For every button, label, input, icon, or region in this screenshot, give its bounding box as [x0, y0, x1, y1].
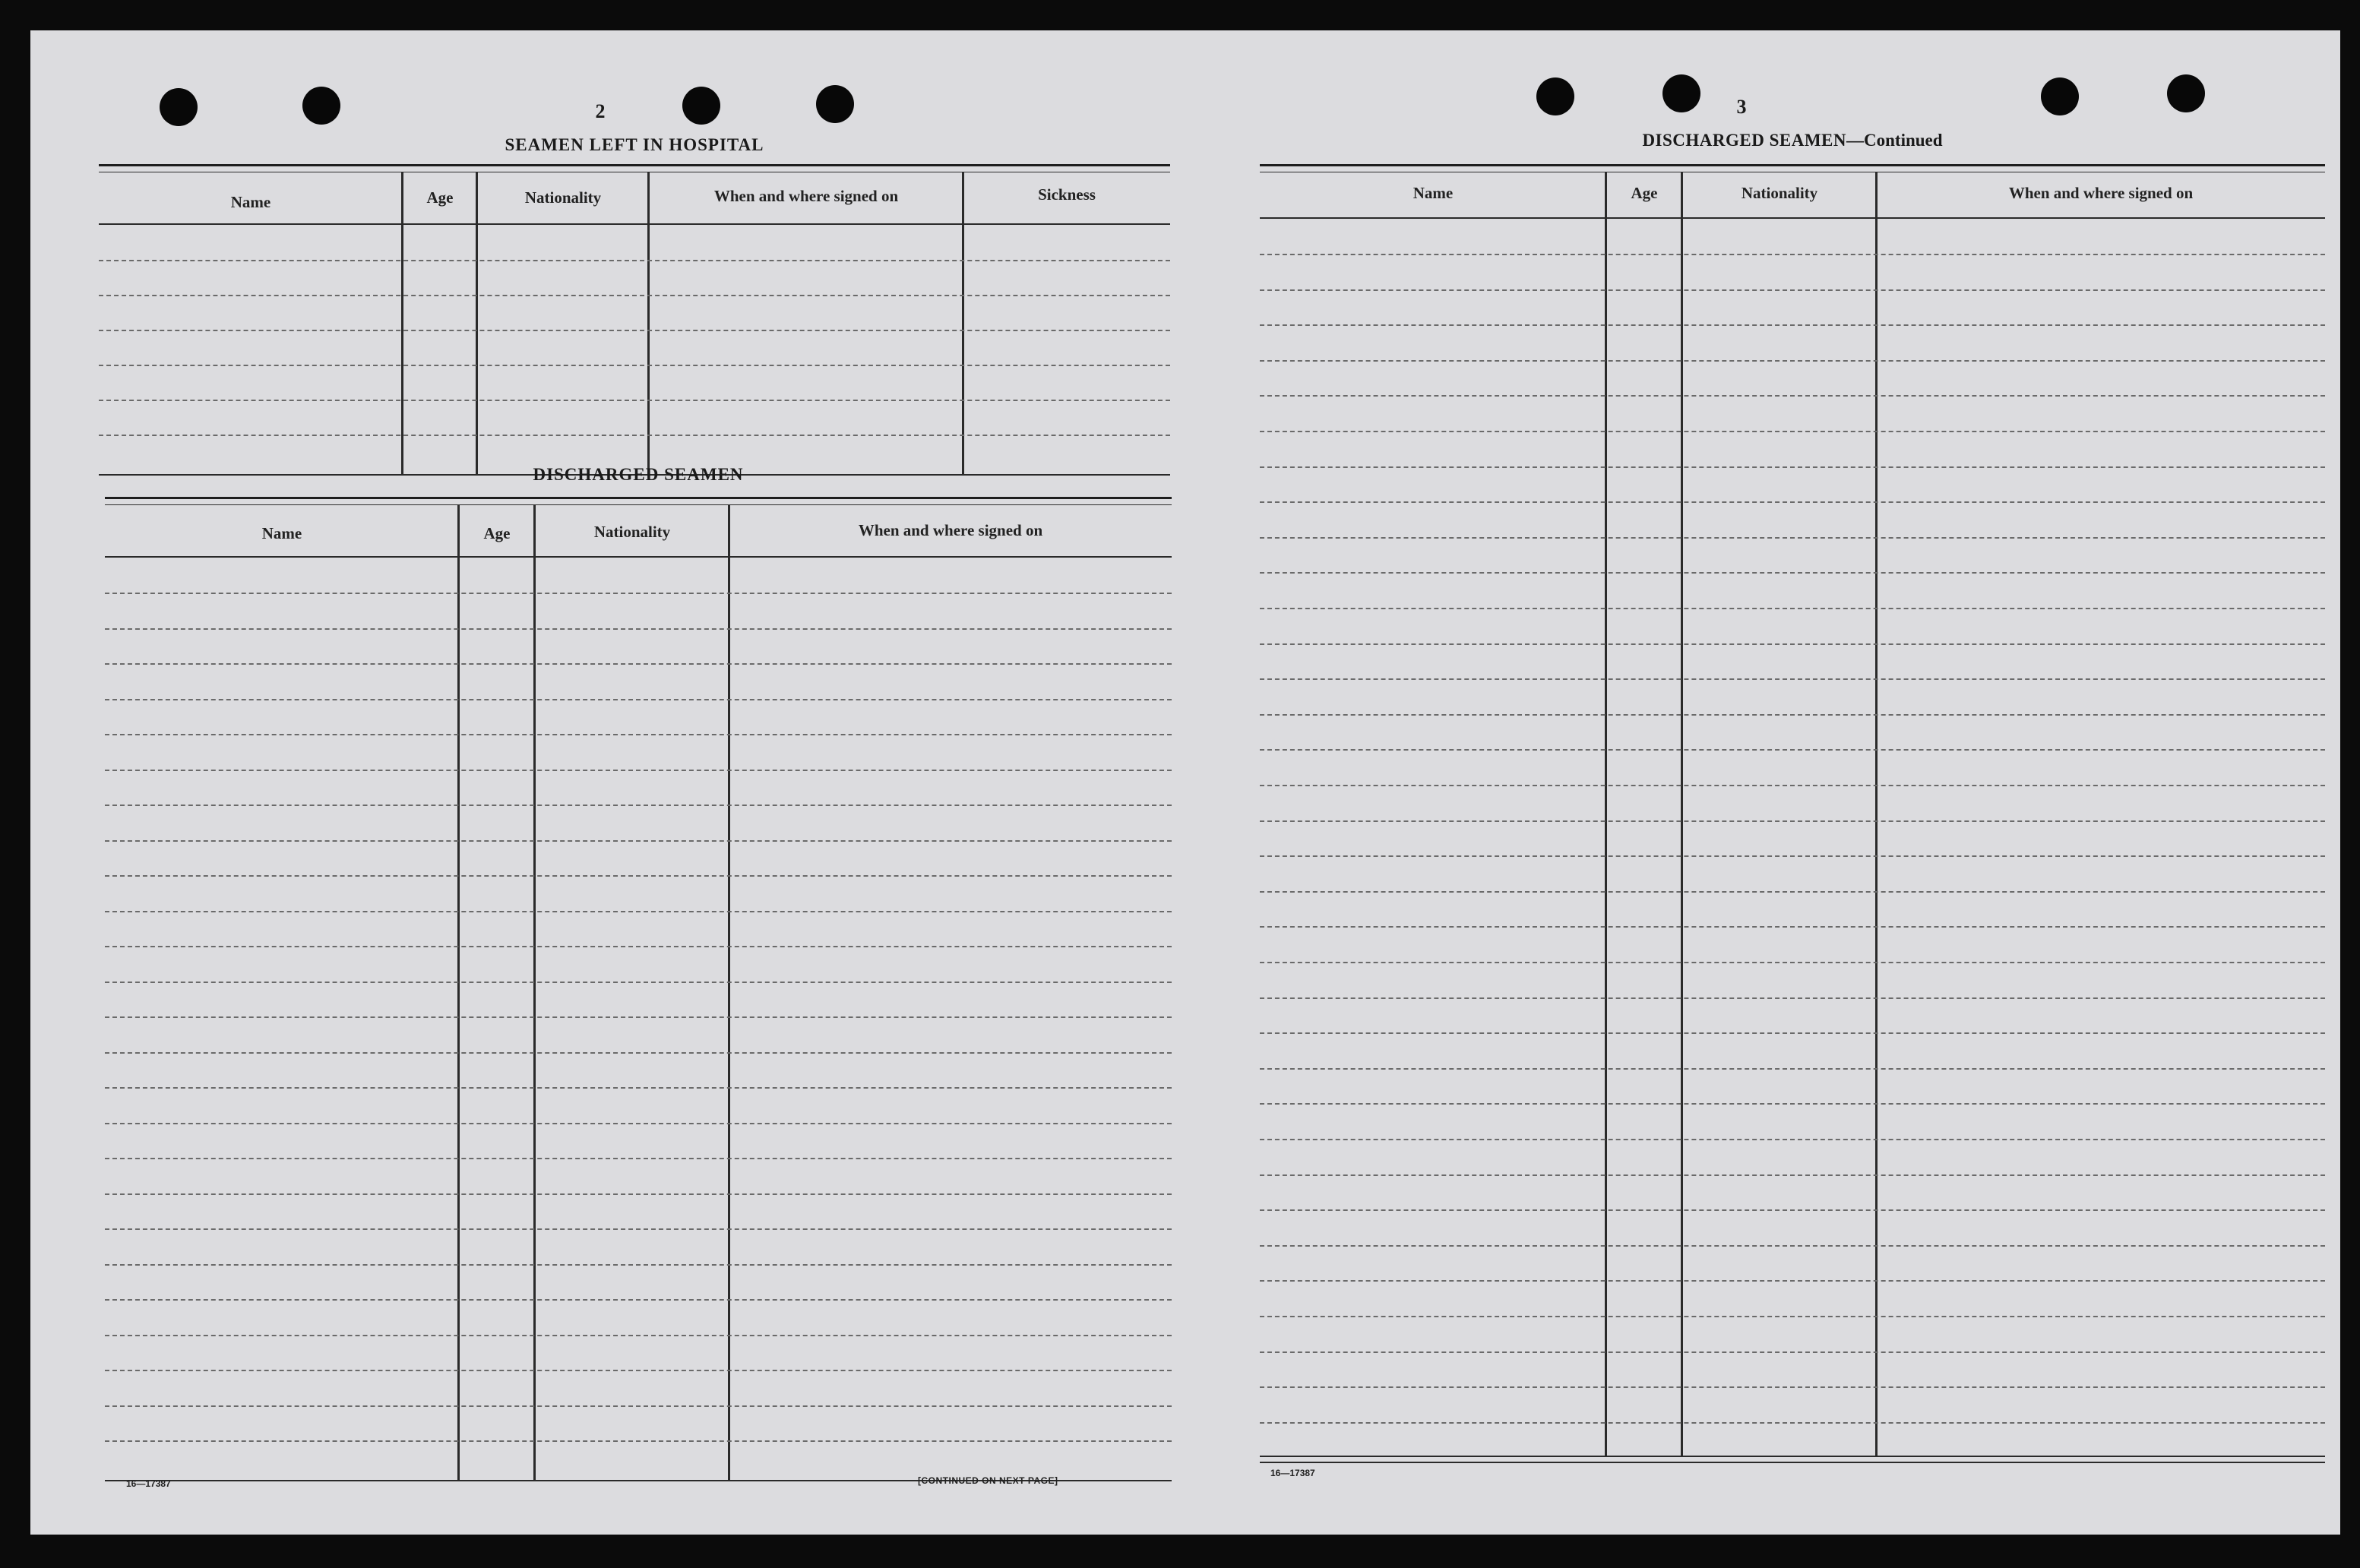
- page-number: 2: [595, 100, 606, 122]
- ruled-line: [105, 1335, 1172, 1336]
- page-number: 3: [1736, 96, 1747, 118]
- column-header-nationality: Nationality: [524, 188, 602, 207]
- ruled-line: [105, 1228, 1172, 1230]
- ruled-line: [1260, 501, 2325, 503]
- section-title-discharged: DISCHARGED SEAMEN: [533, 465, 744, 484]
- ruled-line: [1260, 360, 2325, 362]
- ruled-line: [1260, 1174, 2325, 1176]
- ruled-line: [105, 1052, 1172, 1054]
- punch-hole: [160, 88, 198, 126]
- ruled-line: [105, 770, 1172, 771]
- form-number: 16—17387: [1270, 1468, 1315, 1478]
- punch-hole: [302, 87, 340, 125]
- punch-hole: [2041, 77, 2079, 115]
- ruled-line: [1260, 395, 2325, 397]
- header-underline: [99, 223, 1170, 225]
- document-sheet: [30, 30, 2340, 1535]
- ruled-line: [105, 805, 1172, 806]
- ruled-line: [1260, 926, 2325, 928]
- column-header-age: Age: [483, 524, 511, 542]
- punch-hole: [1536, 77, 1574, 115]
- ruled-line: [1260, 1386, 2325, 1388]
- ruled-line: [1260, 785, 2325, 786]
- ruled-line: [105, 1193, 1172, 1195]
- ruled-line: [1260, 1280, 2325, 1282]
- ruled-line: [1260, 254, 2325, 255]
- header-underline: [1260, 217, 2325, 219]
- ruled-line: [99, 435, 1170, 436]
- column-header-signed-on: When and where signed on: [2008, 184, 2194, 202]
- ruled-line: [105, 1370, 1172, 1371]
- ruled-line: [1260, 1068, 2325, 1070]
- table-top-rule: [99, 164, 1170, 166]
- ruled-line: [1260, 962, 2325, 963]
- ruled-line: [1260, 608, 2325, 609]
- table-top-rule: [1260, 164, 2325, 166]
- ruled-line: [105, 982, 1172, 983]
- column-header-name: Name: [230, 193, 271, 211]
- ruled-line: [105, 699, 1172, 700]
- ruled-line: [99, 330, 1170, 331]
- column-header-nationality: Nationality: [593, 523, 671, 541]
- header-underline: [105, 556, 1172, 558]
- ruled-line: [105, 1016, 1172, 1018]
- ruled-line: [1260, 714, 2325, 716]
- punch-hole: [682, 87, 720, 125]
- column-header-age: Age: [426, 188, 454, 207]
- column-header-nationality: Nationality: [1741, 184, 1818, 202]
- punch-hole: [816, 85, 854, 123]
- ruled-line: [1260, 1032, 2325, 1034]
- ruled-line: [105, 1158, 1172, 1159]
- ruled-line: [1260, 749, 2325, 751]
- ruled-line: [1260, 997, 2325, 999]
- column-header-signed-on: When and where signed on: [858, 521, 1043, 539]
- ruled-line: [1260, 1103, 2325, 1105]
- punch-hole: [2167, 74, 2205, 112]
- ruled-line: [1260, 1209, 2325, 1211]
- ruled-line: [1260, 1139, 2325, 1140]
- ruled-line: [1260, 466, 2325, 468]
- ruled-line: [1260, 820, 2325, 822]
- column-divider: [647, 172, 650, 474]
- section-title-hospital: SEAMEN LEFT IN HOSPITAL: [505, 135, 764, 154]
- ruled-line: [105, 593, 1172, 594]
- ruled-line: [99, 295, 1170, 296]
- ruled-line: [1260, 537, 2325, 539]
- ruled-line: [105, 628, 1172, 630]
- ruled-line: [99, 260, 1170, 261]
- ruled-line: [1260, 643, 2325, 645]
- column-header-name: Name: [1413, 184, 1454, 202]
- table-top-rule: [105, 497, 1172, 499]
- ruled-line: [1260, 572, 2325, 574]
- column-divider: [401, 172, 403, 474]
- ruled-line: [105, 911, 1172, 912]
- ruled-line: [105, 734, 1172, 735]
- punch-hole: [1662, 74, 1700, 112]
- ruled-line: [105, 1087, 1172, 1089]
- ruled-line: [1260, 324, 2325, 326]
- ruled-line: [105, 1264, 1172, 1266]
- column-header-signed-on: When and where signed on: [713, 187, 899, 205]
- ruled-line: [1260, 855, 2325, 857]
- section-title-suffix: —Continued: [1846, 131, 1943, 150]
- column-divider: [476, 172, 478, 474]
- column-divider: [1681, 172, 1683, 1457]
- table-top-rule: [105, 504, 1172, 505]
- ruled-line: [105, 663, 1172, 665]
- ruled-line: [1260, 1245, 2325, 1247]
- table-bottom-rule: [1260, 1456, 2325, 1457]
- ruled-line: [105, 1123, 1172, 1124]
- column-divider: [1605, 172, 1607, 1457]
- ruled-line: [1260, 678, 2325, 680]
- column-divider: [962, 172, 964, 474]
- section-title-discharged-continued: [1260, 131, 2325, 150]
- column-header-name: Name: [261, 524, 302, 542]
- form-number: 16—17387: [126, 1478, 171, 1489]
- ruled-line: [1260, 1422, 2325, 1424]
- continued-note: [CONTINUED ON NEXT PAGE]: [918, 1475, 1058, 1486]
- ruled-line: [1260, 431, 2325, 432]
- ruled-line: [105, 946, 1172, 947]
- column-divider: [1875, 172, 1878, 1457]
- ruled-line: [105, 1299, 1172, 1301]
- ruled-line: [105, 875, 1172, 877]
- column-header-age: Age: [1631, 184, 1658, 202]
- ruled-line: [105, 1405, 1172, 1407]
- ruled-line: [105, 1440, 1172, 1442]
- ruled-line: [99, 400, 1170, 401]
- ruled-line: [1260, 891, 2325, 893]
- table-bottom-rule: [1260, 1462, 2325, 1463]
- ruled-line: [99, 365, 1170, 366]
- column-header-sickness: Sickness: [1038, 185, 1096, 204]
- section-title-text: DISCHARGED SEAMEN: [1642, 131, 1847, 150]
- ruled-line: [1260, 1351, 2325, 1353]
- ruled-line: [1260, 289, 2325, 291]
- ruled-line: [105, 840, 1172, 842]
- ruled-line: [1260, 1316, 2325, 1317]
